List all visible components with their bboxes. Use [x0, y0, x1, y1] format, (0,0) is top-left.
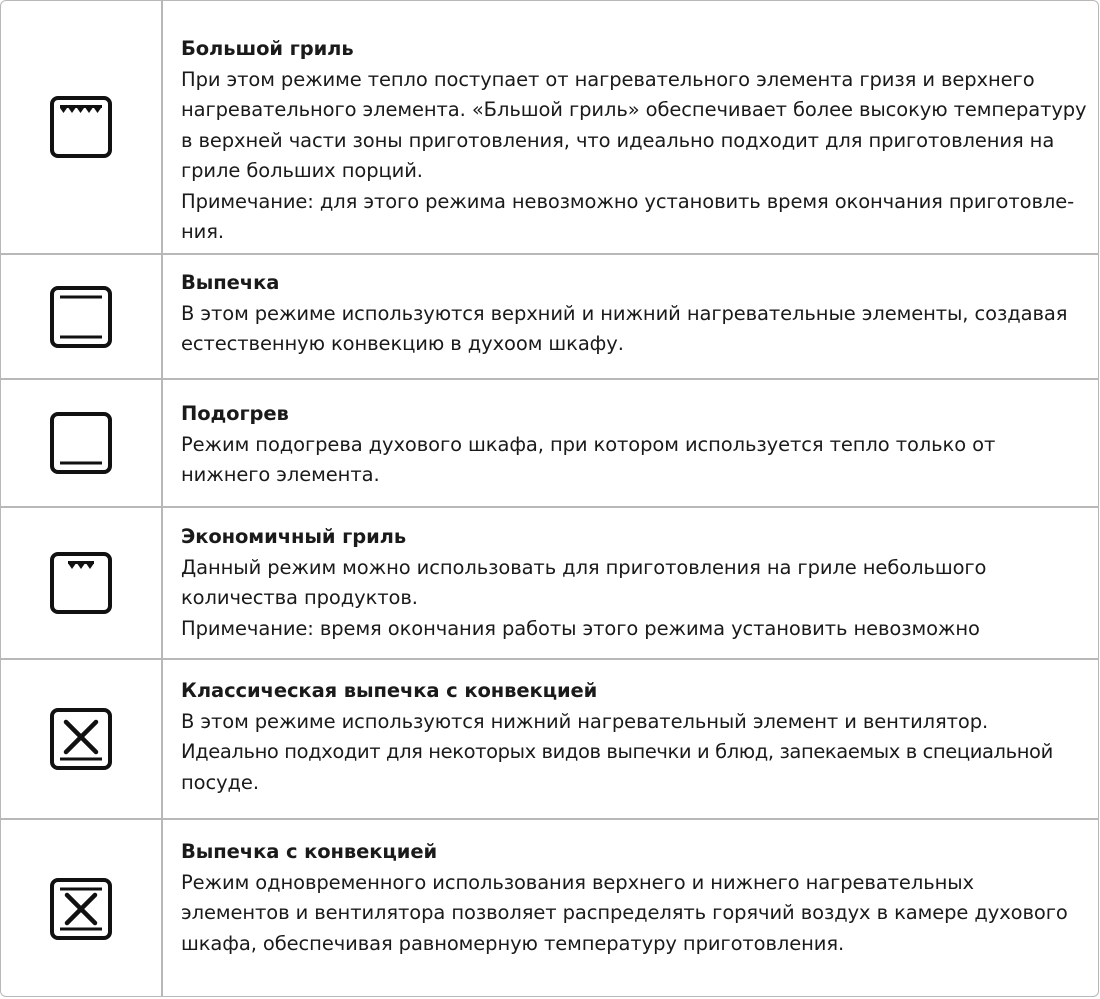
row-divider [1, 378, 1098, 380]
row-divider [1, 658, 1098, 660]
mode-text-line: посуде. [181, 770, 259, 794]
oven-fan-top-bottom-heat-icon [49, 877, 113, 941]
row-divider [1, 818, 1098, 820]
row-divider [1, 506, 1098, 508]
mode-icon-cell [1, 1, 161, 253]
column-divider [161, 1, 163, 996]
mode-text-line: нижнего элемента. [181, 463, 380, 486]
oven-top-bottom-heat-icon [49, 285, 113, 349]
oven-big-grill-icon [49, 95, 113, 159]
oven-fan-bottom-heat-icon [49, 707, 113, 771]
mode-title: Выпечка с конвекцией [181, 840, 438, 863]
mode-text-line: Режим подогрева духового шкафа, при котором используется тепло только от [181, 432, 996, 456]
mode-text-line: Режим одновременного использования верхнего и нижнего нагревательных [181, 870, 974, 894]
mode-text-line: В этом режиме используются верхний и нижний нагревательные элементы, создавая [181, 301, 1068, 325]
mode-text-line: гриле больших порций. [181, 159, 423, 182]
mode-text-line: в верхней части зоны приготовления, что идеально подходит для приготовления на [181, 128, 1055, 152]
row-divider [1, 253, 1098, 255]
mode-icon-cell [1, 255, 161, 378]
mode-description [181, 34, 1096, 248]
mode-text-line: Идеально подходит для некоторых видов выпечки и блюд, запекаемых в специальной [181, 740, 1053, 763]
mode-icon-cell [1, 380, 161, 506]
mode-text-line: количества продуктов. [181, 586, 418, 609]
mode-title: Подогрев [181, 402, 289, 425]
mode-description [181, 837, 1096, 959]
mode-description [181, 676, 1096, 798]
mode-text-line: элементов и вентилятора позволяет распределять горячий воздух в камере духового [181, 901, 1068, 924]
mode-text-line: нагревательного элемента. «Бльшой гриль» обеспечивает более высокую температуру [181, 98, 1087, 121]
mode-text-line: ния. [181, 220, 224, 243]
mode-text-line: Примечание: для этого режима невозможно установить время окончания приготовле- [181, 189, 1075, 213]
mode-title: Выпечка [181, 271, 280, 294]
mode-text-line: естественную конвекцию в духоом шкафу. [181, 332, 624, 355]
mode-icon-cell [1, 508, 161, 658]
mode-description [181, 399, 1096, 491]
mode-text-line: При этом режиме тепло поступает от нагревательного элемента гризя и верхнего [181, 67, 1035, 91]
mode-description [181, 522, 1096, 644]
mode-text-line: В этом режиме используются нижний нагревательный элемент и вентилятор. [181, 709, 989, 733]
oven-bottom-heat-icon [49, 411, 113, 475]
mode-text-line: шкафа, обеспечивая равномерную температуру приготовления. [181, 931, 845, 955]
mode-icon-cell [1, 820, 161, 997]
mode-icon-cell [1, 660, 161, 818]
mode-title: Классическая выпечка с конвекцией [181, 679, 598, 702]
mode-text-line: Примечание: время окончания работы этого режима установить невозможно [181, 616, 980, 640]
mode-description [181, 268, 1096, 360]
mode-title: Большой гриль [181, 37, 354, 60]
oven-eco-grill-icon [49, 551, 113, 615]
mode-title: Экономичный гриль [181, 525, 407, 548]
mode-text-line: Данный режим можно использовать для приготовления на гриле небольшого [181, 555, 987, 579]
